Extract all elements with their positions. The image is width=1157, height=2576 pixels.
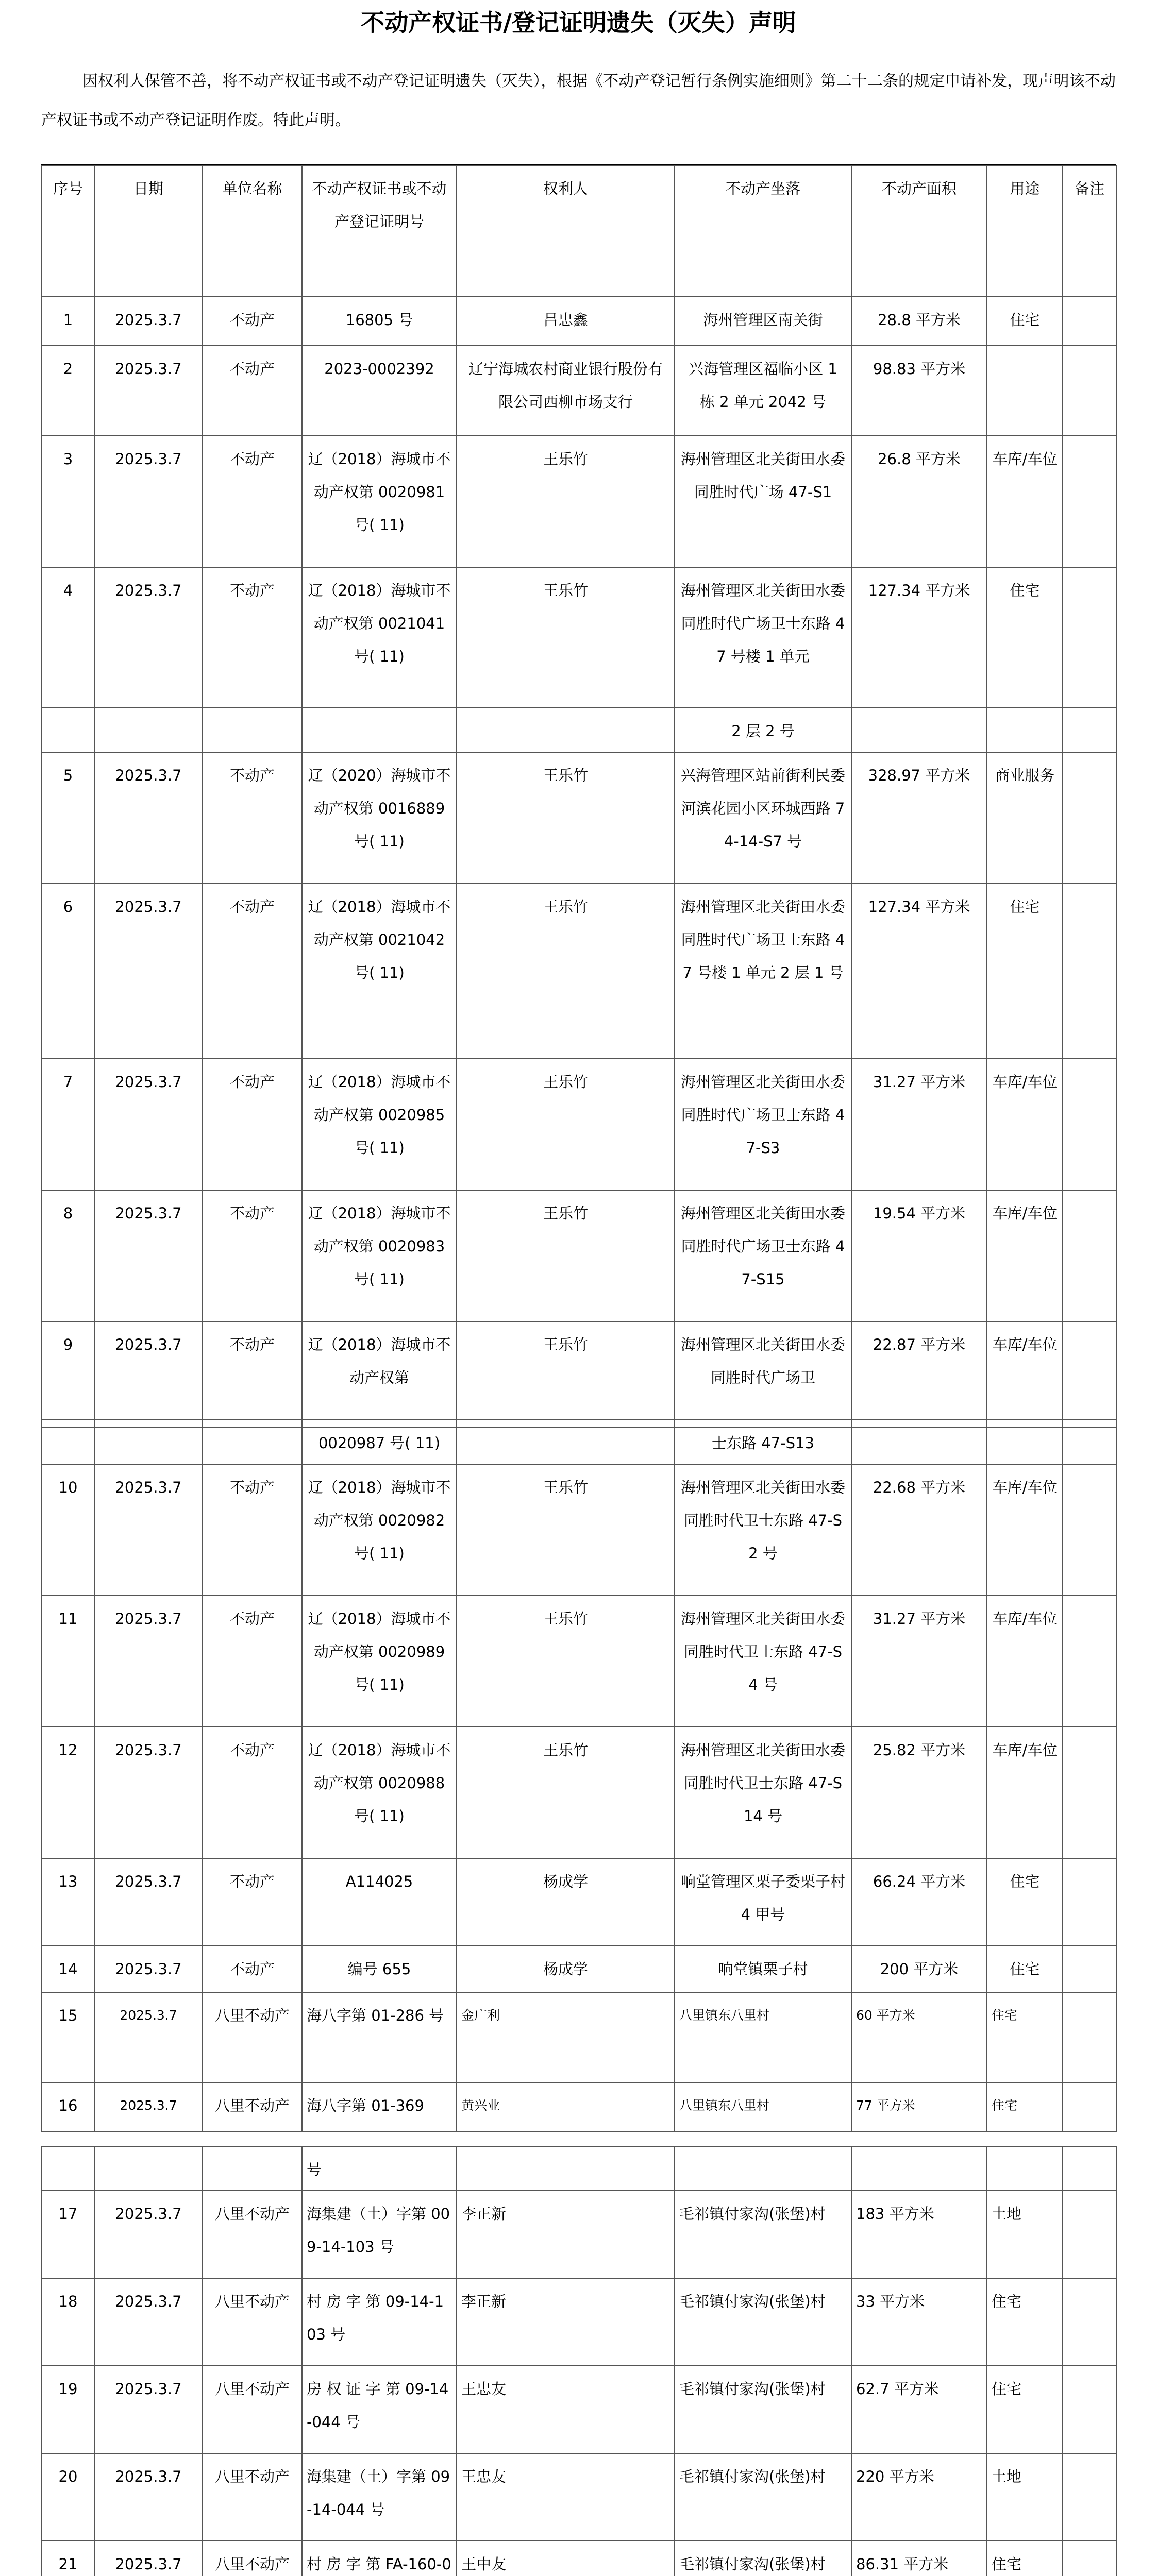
cert-cell: 0020987 号( 11): [302, 1420, 457, 1464]
table-cell: [1063, 2366, 1116, 2453]
table-cell: 328.97 平方米: [851, 752, 987, 884]
table-cell: 住宅: [987, 1858, 1063, 1946]
table-cell: 村 房 字 第 FA-160-0: [302, 2541, 457, 2576]
table-header-row: [42, 165, 1116, 297]
table-cell: 王中友: [457, 2541, 675, 2576]
table-cell: 住宅: [987, 884, 1063, 1059]
table-cell: 2025.3.7: [94, 346, 203, 436]
table-cell: 海州管理区北关街田水委同胜时代广场卫士东路 47-S3: [675, 1059, 851, 1190]
table-cell: 2025.3.7: [94, 1464, 203, 1596]
table-cell: [1063, 297, 1116, 346]
table-cell: 王乐竹: [457, 567, 675, 753]
table-cell: 商业服务: [987, 752, 1063, 884]
table-cell: 海州管理区北关街田水委同胜时代广场卫: [675, 1321, 851, 1427]
table-cell: [1063, 1464, 1116, 1596]
table-cell: [1063, 2541, 1116, 2576]
header-cell: 不动产面积: [851, 165, 987, 297]
table-cell: [1063, 1946, 1116, 1992]
table-cell: 村 房 字 第 09-14-103 号: [302, 2278, 457, 2366]
table-cell: 响堂镇栗子村: [675, 1946, 851, 1992]
table-cell: 77 平方米: [851, 2082, 987, 2131]
table-row: [42, 752, 1116, 884]
table-cell: 车库/车位: [987, 1596, 1063, 1727]
table-cell: [1063, 884, 1116, 1059]
header-cell: 序号: [42, 165, 94, 297]
table-cell: 17: [42, 2191, 94, 2278]
table-cell: 编号 655: [302, 1946, 457, 1992]
table-cell: 土地: [987, 2453, 1063, 2541]
table-cell: 60 平方米: [851, 1992, 987, 2082]
table-cell: 2025.3.7: [94, 1858, 203, 1946]
table-cell: 不动产: [203, 752, 302, 884]
table-cell: 辽（2018）海城市不动产权第: [302, 1321, 457, 1427]
location-cell: 士东路 47-S13: [675, 1420, 851, 1464]
table-cell: 2025.3.7: [94, 1992, 203, 2082]
table-cell: 19.54 平方米: [851, 1190, 987, 1321]
table-cell: [1063, 2082, 1116, 2131]
table-cell: 住宅: [987, 1992, 1063, 2082]
table-cell: 黄兴业: [457, 2082, 675, 2131]
table-cell: 八里不动产: [203, 2453, 302, 2541]
table-cell: 海州管理区北关街田水委同胜时代卫士东路 47-S14 号: [675, 1727, 851, 1858]
table-cell: 海集建（土）字第 09-14-044 号: [302, 2453, 457, 2541]
table-cell: 毛祁镇付家沟(张堡)村: [675, 2278, 851, 2366]
table-cell: [1063, 752, 1116, 884]
table-cell: 八里不动产: [203, 2082, 302, 2131]
table-cell: 不动产: [203, 1321, 302, 1427]
table-cell: 不动产: [203, 346, 302, 436]
table-cell: 八里不动产: [203, 2278, 302, 2366]
table-cell: 李正新: [457, 2191, 675, 2278]
table-cell: [1063, 1321, 1116, 1427]
table-cell: 不动产: [203, 436, 302, 567]
table-cell: 31.27 平方米: [851, 1059, 987, 1190]
table-cell: 辽（2020）海城市不动产权第 0016889 号( 11): [302, 752, 457, 884]
table-cell: 住宅: [987, 567, 1063, 753]
table-cell: 2025.3.7: [94, 884, 203, 1059]
loss-table-2: [41, 707, 1117, 1428]
table-row: [42, 1858, 1116, 1946]
table-row: [42, 884, 1116, 1059]
table-cell: 2025.3.7: [94, 2278, 203, 2366]
table-cell: 33 平方米: [851, 2278, 987, 2366]
notice-title: 不动产权证书/登记证明遗失（灭失）声明: [361, 9, 796, 37]
table-cell: 毛祁镇付家沟(张堡)村: [675, 2541, 851, 2576]
table-cell: 辽（2018）海城市不动产权第 0020981 号( 11): [302, 436, 457, 567]
loss-table-1: [41, 165, 1117, 753]
table-cell: 2025.3.7: [94, 2541, 203, 2576]
table-cell: 7: [42, 1059, 94, 1190]
table-cell: [1063, 436, 1116, 567]
table-cell: 王忠友: [457, 2453, 675, 2541]
table-cell: 98.83 平方米: [851, 346, 987, 436]
table-cell: 杨成学: [457, 1946, 675, 1992]
table-cell: 26.8 平方米: [851, 436, 987, 567]
table-cell: 辽（2018）海城市不动产权第 0020982 号( 11): [302, 1464, 457, 1596]
table-cell: 八里不动产: [203, 2366, 302, 2453]
table-cell: 海州管理区北关街田水委同胜时代卫士东路 47-S4 号: [675, 1596, 851, 1727]
table-cell: 12: [42, 1727, 94, 1858]
table-row: [42, 1321, 1116, 1427]
table-cell: 9: [42, 1321, 94, 1427]
table-cell: 住宅: [987, 1946, 1063, 1992]
table-cell: 6: [42, 884, 94, 1059]
table-cell: 2025.3.7: [94, 2191, 203, 2278]
table-cell: 不动产: [203, 1190, 302, 1321]
table-cell: 220 平方米: [851, 2453, 987, 2541]
header-cell: 用途: [987, 165, 1063, 297]
table-row: [42, 297, 1116, 346]
header-cell: 单位名称: [203, 165, 302, 297]
table-cell: 不动产: [203, 1946, 302, 1992]
table-cell: 183 平方米: [851, 2191, 987, 2278]
table-cell: 辽（2018）海城市不动产权第 0020989 号( 11): [302, 1596, 457, 1727]
table-cell: 辽（2018）海城市不动产权第 0021042 号( 11): [302, 884, 457, 1059]
table-cell: 2025.3.7: [94, 1946, 203, 1992]
table-cell: 2025.3.7: [94, 567, 203, 753]
table-cell: 14: [42, 1946, 94, 1992]
table-row: [42, 2541, 1116, 2576]
table-cell: 31.27 平方米: [851, 1596, 987, 1727]
table-cell: 2025.3.7: [94, 297, 203, 346]
table-cell: 19: [42, 2366, 94, 2453]
table-cell: 海州管理区南关街: [675, 297, 851, 346]
table-cell: 海集建（土）字第 009-14-103 号: [302, 2191, 457, 2278]
table-cell: [1063, 1858, 1116, 1946]
table-cell: 86.31 平方米: [851, 2541, 987, 2576]
table-cell: 2025.3.7: [94, 436, 203, 567]
table-row: [42, 2082, 1116, 2131]
table-cell: 土地: [987, 2191, 1063, 2278]
table-cell: 车库/车位: [987, 436, 1063, 567]
table-cell: 王乐竹: [457, 1464, 675, 1596]
table-cell: 辽（2018）海城市不动产权第 0021041 号( 11): [302, 567, 457, 753]
table-cell: 住宅: [987, 2541, 1063, 2576]
table-cell: 海州管理区北关街田水委同胜时代广场 47-S1: [675, 436, 851, 567]
table-cell: 2025.3.7: [94, 1596, 203, 1727]
table-row: [42, 1596, 1116, 1727]
table-cell: 李正新: [457, 2278, 675, 2366]
table-cell: 2025.3.7: [94, 2453, 203, 2541]
table-cell: 辽（2018）海城市不动产权第 0020985 号( 11): [302, 1059, 457, 1190]
table-cell: 不动产: [203, 1858, 302, 1946]
table-cell: 15: [42, 1992, 94, 2082]
table-cell: 响堂管理区栗子委栗子村 4 甲号: [675, 1858, 851, 1946]
table-cell: 2023-0002392: [302, 346, 457, 436]
location-cell: 2 层 2 号: [675, 708, 851, 752]
table-cell: 毛祁镇付家沟(张堡)村: [675, 2191, 851, 2278]
table-row: [42, 2366, 1116, 2453]
continued-row: [42, 2146, 1116, 2191]
table-cell: 不动产: [203, 1727, 302, 1858]
table-cell: 王乐竹: [457, 1727, 675, 1858]
table-cell: 车库/车位: [987, 1059, 1063, 1190]
table-cell: 王乐竹: [457, 1321, 675, 1427]
cert-cell: 号: [302, 2146, 457, 2191]
table-cell: [1063, 2191, 1116, 2278]
table-cell: 不动产: [203, 297, 302, 346]
loss-table-4: [41, 2146, 1117, 2576]
table-cell: 127.34 平方米: [851, 567, 987, 753]
table-cell: 毛祁镇付家沟(张堡)村: [675, 2366, 851, 2453]
table-cell: 住宅: [987, 2278, 1063, 2366]
table-cell: 八里不动产: [203, 2191, 302, 2278]
table-row: [42, 1946, 1116, 1992]
table-cell: 车库/车位: [987, 1190, 1063, 1321]
table-cell: 不动产: [203, 1464, 302, 1596]
table-cell: 2025.3.7: [94, 1059, 203, 1190]
table-cell: 王乐竹: [457, 1596, 675, 1727]
table-cell: 车库/车位: [987, 1321, 1063, 1427]
table-cell: 21: [42, 2541, 94, 2576]
table-cell: 1: [42, 297, 94, 346]
table-cell: 13: [42, 1858, 94, 1946]
table-cell: 王乐竹: [457, 1190, 675, 1321]
table-cell: 不动产: [203, 1596, 302, 1727]
table-cell: 吕忠鑫: [457, 297, 675, 346]
notice-body: 因权利人保管不善，将不动产权证书或不动产登记证明遗失（灭失），根据《不动产登记暂行条例实施细则》第二十二条的规定申请补发，现声明该不动产权证书或不动产登记证明作废。特此声明。: [41, 72, 1116, 129]
header-cell: 权利人: [457, 165, 675, 297]
table-cell: 王乐竹: [457, 752, 675, 884]
table-cell: 不动产: [203, 1059, 302, 1190]
table-cell: 车库/车位: [987, 1464, 1063, 1596]
table-row: [42, 1059, 1116, 1190]
table-cell: 王忠友: [457, 2366, 675, 2453]
table-cell: 兴海管理区福临小区 1 栋 2 单元 2042 号: [675, 346, 851, 436]
table-cell: 海州管理区北关街田水委同胜时代卫士东路 47-S2 号: [675, 1464, 851, 1596]
table-cell: 127.34 平方米: [851, 884, 987, 1059]
table-cell: 4: [42, 567, 94, 753]
table-cell: [1063, 1992, 1116, 2082]
table-cell: 22.68 平方米: [851, 1464, 987, 1596]
table-cell: 3: [42, 436, 94, 567]
table-cell: [1063, 1596, 1116, 1727]
table-cell: [1063, 1727, 1116, 1858]
header-cell: 不动产坐落: [675, 165, 851, 297]
table-cell: 2025.3.7: [94, 1727, 203, 1858]
continued-row: [42, 1420, 1116, 1464]
header-cell: 不动产权证书或不动产登记证明号: [302, 165, 457, 297]
table-cell: 11: [42, 1596, 94, 1727]
table-cell: 辽宁海城农村商业银行股份有限公司西柳市场支行: [457, 346, 675, 436]
table-cell: 辽（2018）海城市不动产权第 0020988 号( 11): [302, 1727, 457, 1858]
table-cell: A114025: [302, 1858, 457, 1946]
table-cell: 王乐竹: [457, 1059, 675, 1190]
table-cell: 2: [42, 346, 94, 436]
table-cell: 16: [42, 2082, 94, 2131]
table-row: [42, 2453, 1116, 2541]
table-cell: 18: [42, 2278, 94, 2366]
table-cell: 25.82 平方米: [851, 1727, 987, 1858]
header-cell: 日期: [94, 165, 203, 297]
table-cell: 22.87 平方米: [851, 1321, 987, 1427]
table-row: [42, 1992, 1116, 2082]
table-cell: [1063, 346, 1116, 436]
table-cell: 8: [42, 1190, 94, 1321]
table-cell: 王乐竹: [457, 884, 675, 1059]
table-row: [42, 1727, 1116, 1858]
table-row: [42, 1464, 1116, 1596]
table-cell: 八里镇东八里村: [675, 2082, 851, 2131]
table-cell: 八里不动产: [203, 2541, 302, 2576]
table-cell: 2025.3.7: [94, 1321, 203, 1427]
table-cell: [1063, 1059, 1116, 1190]
table-cell: 16805 号: [302, 297, 457, 346]
table-cell: 海八字第 01-286 号: [302, 1992, 457, 2082]
table-cell: 车库/车位: [987, 1727, 1063, 1858]
table-row: [42, 436, 1116, 567]
table-cell: 2025.3.7: [94, 2082, 203, 2131]
table-cell: 10: [42, 1464, 94, 1596]
table-row: [42, 346, 1116, 436]
table-cell: 房 权 证 字 第 09-14-044 号: [302, 2366, 457, 2453]
loss-table-3: [41, 1419, 1117, 2132]
table-cell: 海州管理区北关街田水委同胜时代广场卫士东路 47-S15: [675, 1190, 851, 1321]
table-cell: 200 平方米: [851, 1946, 987, 1992]
table-cell: 2025.3.7: [94, 752, 203, 884]
table-cell: [1063, 2453, 1116, 2541]
table-cell: 八里不动产: [203, 1992, 302, 2082]
table-cell: 王乐竹: [457, 436, 675, 567]
table-row: [42, 2191, 1116, 2278]
table-cell: [1063, 2278, 1116, 2366]
table-cell: 20: [42, 2453, 94, 2541]
table-cell: 海八字第 01-369: [302, 2082, 457, 2131]
table-cell: 66.24 平方米: [851, 1858, 987, 1946]
table-cell: 杨成学: [457, 1858, 675, 1946]
table-cell: 不动产: [203, 567, 302, 753]
table-cell: 住宅: [987, 2366, 1063, 2453]
header-cell: 备注: [1063, 165, 1116, 297]
table-cell: 海州管理区北关街田水委同胜时代广场卫士东路 47 号楼 1 单元 2 层 1 号: [675, 884, 851, 1059]
table-cell: 金广利: [457, 1992, 675, 2082]
table-cell: 住宅: [987, 2082, 1063, 2131]
table-row: [42, 1190, 1116, 1321]
table-cell: 海州管理区北关街田水委同胜时代广场卫士东路 47 号楼 1 单元: [675, 567, 851, 753]
table-row: [42, 2278, 1116, 2366]
table-cell: 辽（2018）海城市不动产权第 0020983 号( 11): [302, 1190, 457, 1321]
table-cell: 2025.3.7: [94, 1190, 203, 1321]
table-cell: 八里镇东八里村: [675, 1992, 851, 2082]
table-cell: 毛祁镇付家沟(张堡)村: [675, 2453, 851, 2541]
table-cell: 5: [42, 752, 94, 884]
continued-row: [42, 708, 1116, 752]
table-cell: 62.7 平方米: [851, 2366, 987, 2453]
table-cell: 不动产: [203, 884, 302, 1059]
table-cell: 2025.3.7: [94, 2366, 203, 2453]
table-cell: 兴海管理区站前街利民委河滨花园小区环城西路 74-14-S7 号: [675, 752, 851, 884]
table-cell: 住宅: [987, 297, 1063, 346]
table-cell: [1063, 1190, 1116, 1321]
table-cell: [987, 346, 1063, 436]
table-cell: 28.8 平方米: [851, 297, 987, 346]
